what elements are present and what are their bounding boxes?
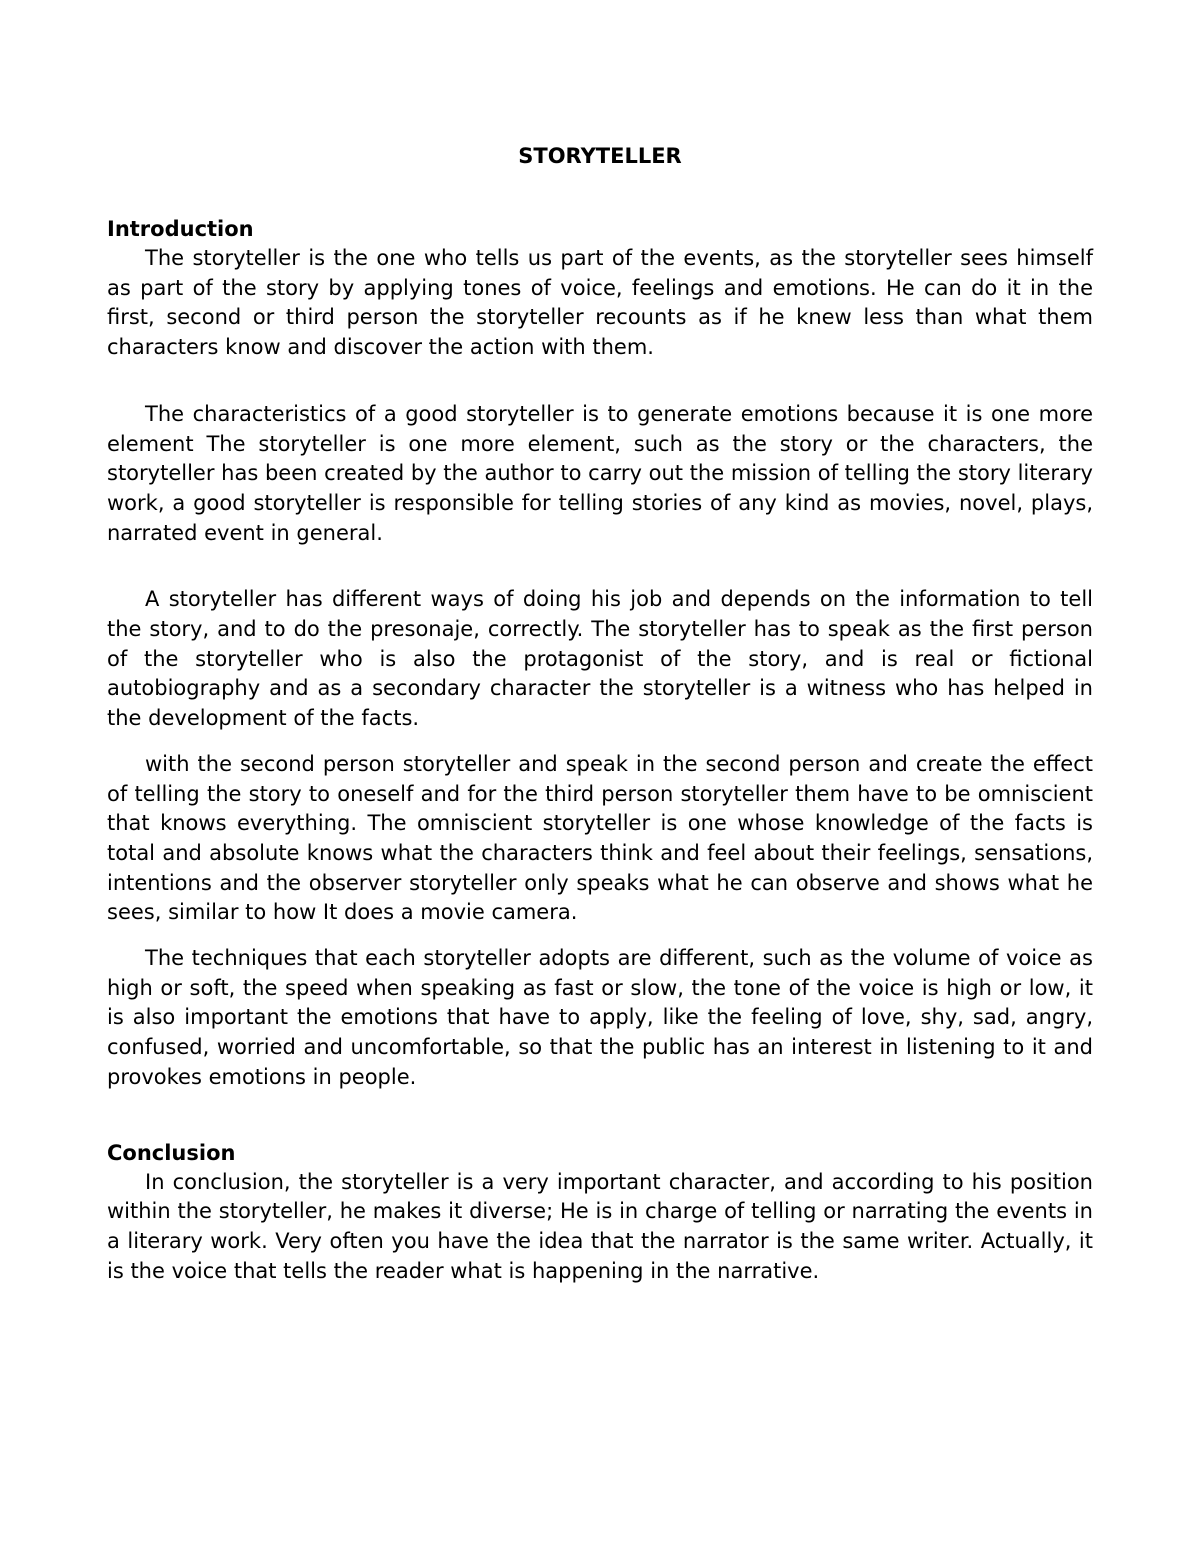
paragraph-ways: A storyteller has different ways of doing his job and depends on the information to tell the story, and to do the presonaje, correctly. The storyteller has to speak as the first person of the storyteller who is also the protagonist of the story, and is real or fictional autobiography and as a secondary character the storyteller is a witness who has helped in the development of the facts. xyxy=(107,587,1093,731)
paragraph-techniques: The techniques that each storyteller adopts are different, such as the volume of voice as high or soft, the speed when speaking as fast or slow, the tone of the voice is high or low, it is also important the emotions that have to apply, like the feeling of love, shy, sad, angry, confused, worried and uncomfortable, so that the public has an interest in listening to it and provokes emotions in people. xyxy=(107,946,1093,1089)
paragraph-characteristics: The characteristics of a good storyteller is to generate emotions because it is one more element The storyteller is one more element, such as the story or the characters, the storyteller has been created by the author to carry out the mission of telling the story literary work, a good storyteller is responsible for telling stories of any kind as movies, novel, plays, narrated event in general. xyxy=(107,401,1093,545)
document-page xyxy=(107,141,1093,1286)
introduction-heading: Introduction xyxy=(107,217,254,241)
paragraph-intro: The storyteller is the one who tells us part of the events, as the storyteller sees himself as part of the story by applying tones of voice, feelings and emotions. He can do it in the first, second or third person the storyteller recounts as if he knew less than what them characters know and discover the action with them. xyxy=(107,246,1093,360)
document-title: STORYTELLER xyxy=(518,144,682,168)
paragraph-second-person: with the second person storyteller and speak in the second person and create the effect of telling the story to oneself and for the third person storyteller them have to be omniscient that knows everything. The omniscient storyteller is one whose knowledge of the facts is total and absolute knows what the characters think and feel about their feelings, sensations, intentions and the observer storyteller only speaks what he can observe and shows what he sees, similar to how It does a movie camera. xyxy=(107,751,1093,925)
conclusion-heading: Conclusion xyxy=(107,1140,236,1165)
paragraph-conclusion: In conclusion, the storyteller is a very important character, and according to his position within the storyteller, he makes it diverse; He is in charge of telling or narrating the events in a literary work. Very often you have the idea that the narrator is the same writer. Actually, it is the voice that tells the reader what is happening in the narrative. xyxy=(107,1169,1093,1283)
